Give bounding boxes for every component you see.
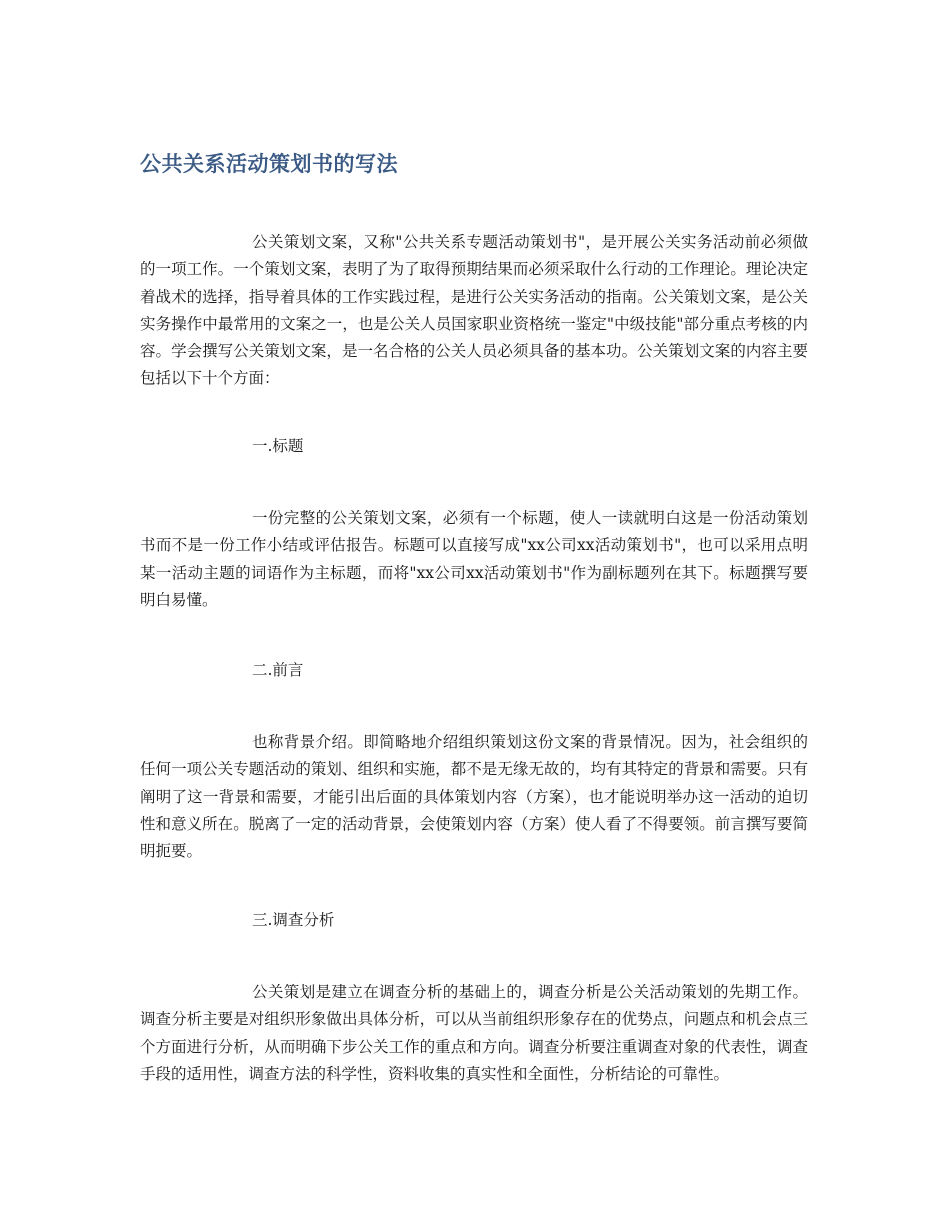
section-heading-preface: 二.前言 <box>252 661 304 679</box>
section-heading-title: 一.标题 <box>252 437 304 455</box>
section-heading-survey: 三.调查分析 <box>252 911 335 929</box>
section-body-survey: 公关策划是建立在调查分析的基础上的，调查分析是公关活动策划的先期工作。调查分析主要是对组织形象做出具体分析，可以从当前组织形象存在的优势点，问题点和机会点三个方面进行分析，从而明确下步公关工作的重点和方向。调查分析要注重调查对象的代表性，调查手段的适用性，调查方法的科学性，资料收集的真实性和全面性，分析结论的可靠性。 <box>140 983 808 1083</box>
section-body-title: 一份完整的公关策划文案，必须有一个标题，使人一读就明白这是一份活动策划书而不是一份工作小结或评估报告。标题可以直接写成"xx公司xx活动策划书"，也可以采用点明某一活动主题的词语作为主标题，而将"xx公司xx活动策划书"作为副标题列在其下。标题撰写要明白易懂。 <box>140 509 808 609</box>
section-body-preface: 也称背景介绍。即简略地介绍组织策划这份文案的背景情况。因为，社会组织的任何一项公关专题活动的策划、组织和实施，都不是无缘无故的，均有其特定的背景和需要。只有阐明了这一背景和需要，才能引出后面的具体策划内容（方案），也才能说明举办这一活动的迫切性和意义所在。脱离了一定的活动背景，会使策划内容（方案）使人看了不得要领。前言撰写要简明扼要。 <box>140 733 808 861</box>
document-title: 公共关系活动策划书的写法 <box>140 152 398 176</box>
intro-paragraph: 公关策划文案，又称"公共关系专题活动策划书"，是开展公关实务活动前必须做的一项工作。一个策划文案，表明了为了取得预期结果而必须采取什么行动的工作理论。理论决定着战术的选择，指导着具体的工作实践过程，是进行公关实务活动的指南。公关策划文案，是公关实务操作中最常用的文案之一，也是公关人员国家职业资格统一鉴定"中级技能"部分重点考核的内容。学会撰写公关策划文案，是一名合格的公关人员必须具备的基本功。公关策划文案的内容主要包括以下十个方面： <box>140 233 808 388</box>
